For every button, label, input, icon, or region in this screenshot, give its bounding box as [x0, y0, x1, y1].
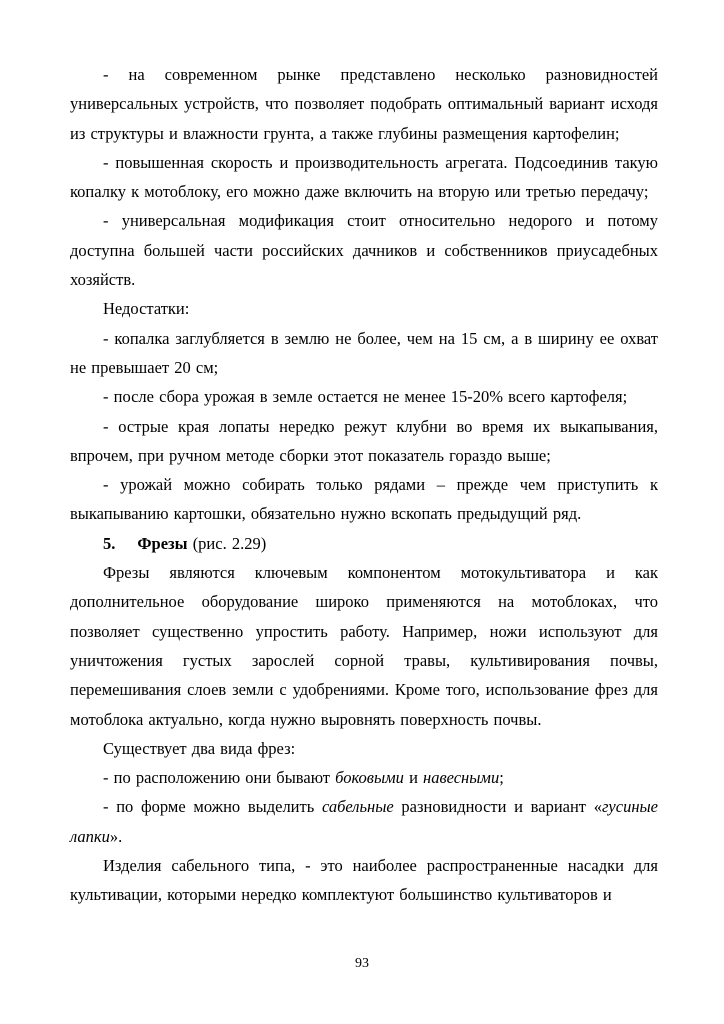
text-segment: сабельные — [321, 797, 394, 817]
text-segment: гусиные лапки — [70, 797, 659, 846]
text-segment: боковыми — [335, 768, 404, 788]
text-segment: 5. — [103, 533, 116, 553]
paragraph — [70, 60, 658, 148]
paragraph — [70, 470, 658, 529]
paragraph — [70, 851, 658, 910]
text-segment: разновидности и вариант « — [393, 797, 602, 817]
paragraph — [70, 294, 658, 323]
text-segment: - острые края лопаты нередко режут клубни во время их выкапывания, впрочем, при ручном методе сборки этот показатель гораздо выше; — [70, 416, 658, 465]
text-segment: и — [403, 768, 424, 788]
paragraph — [70, 734, 658, 763]
text-segment: - на современном рынке представлено несколько разновидностей универсальных устройств, что позволяет подобрать оптимальный вариант исходя из структуры и влажности грунта, а также глубины размещения картофелин; — [70, 65, 658, 143]
text-segment: Фрезы — [137, 533, 188, 553]
text-segment: ». — [109, 826, 123, 846]
section-heading — [70, 529, 658, 558]
text-segment: - повышенная скорость и производительность агрегата. Подсоединив такую копалку к мотоблоку, его можно даже включить на вторую или третью передачу; — [70, 152, 658, 202]
text-segment: Существует два вида фрез: — [103, 738, 296, 758]
paragraph — [70, 412, 658, 471]
page-number: 93 — [355, 956, 369, 971]
text-segment: - урожай можно собирать только рядами – прежде чем приступить к выкапыванию картошки, обязательно нужно вскопать предыдущий ряд. — [70, 475, 658, 524]
text-segment: Недостатки: — [103, 299, 190, 319]
paragraph — [70, 558, 658, 734]
paragraph — [70, 324, 658, 383]
paragraph — [70, 792, 658, 851]
document-body — [70, 60, 658, 910]
text-segment: навесными — [423, 768, 500, 788]
text-segment: - по расположению они бывают — [103, 768, 336, 788]
text-segment: (рис. 2.29) — [187, 533, 267, 553]
paragraph — [70, 763, 658, 792]
text-segment: - после сбора урожая в земле остается не менее 15-20% всего картофеля; — [103, 387, 628, 407]
paragraph — [70, 148, 658, 207]
text-segment: - копалка заглубляется в землю не более, чем на 15 см, а в ширину ее охват не превышает 20 см; — [70, 328, 658, 377]
text-segment: - универсальная модификация стоит относительно недорого и потому доступна большей части российских дачников и собственников приусадебных хозяйств. — [70, 211, 658, 290]
paragraph — [70, 206, 658, 294]
text-segment: ; — [499, 768, 504, 788]
paragraph — [70, 382, 658, 411]
text-segment: Фрезы являются ключевым компонентом мотокультиватора и как дополнительное оборудование широко применяются на мотоблоках, что позволяет существенно упростить работу. Например, ножи используют для уничтожения густых зарослей сорной травы, культивирования почвы, перемешивания слоев земли с удобрениями. Кроме того, использование фрез для мотоблока актуально, когда нужно выровнять поверхность почвы. — [70, 563, 658, 729]
text-segment: - по форме можно выделить — [103, 797, 322, 817]
text-segment: Изделия сабельного типа, - это наиболее распространенные насадки для культивации, которыми нередко комплектуют большинство культиваторов и — [70, 856, 658, 905]
